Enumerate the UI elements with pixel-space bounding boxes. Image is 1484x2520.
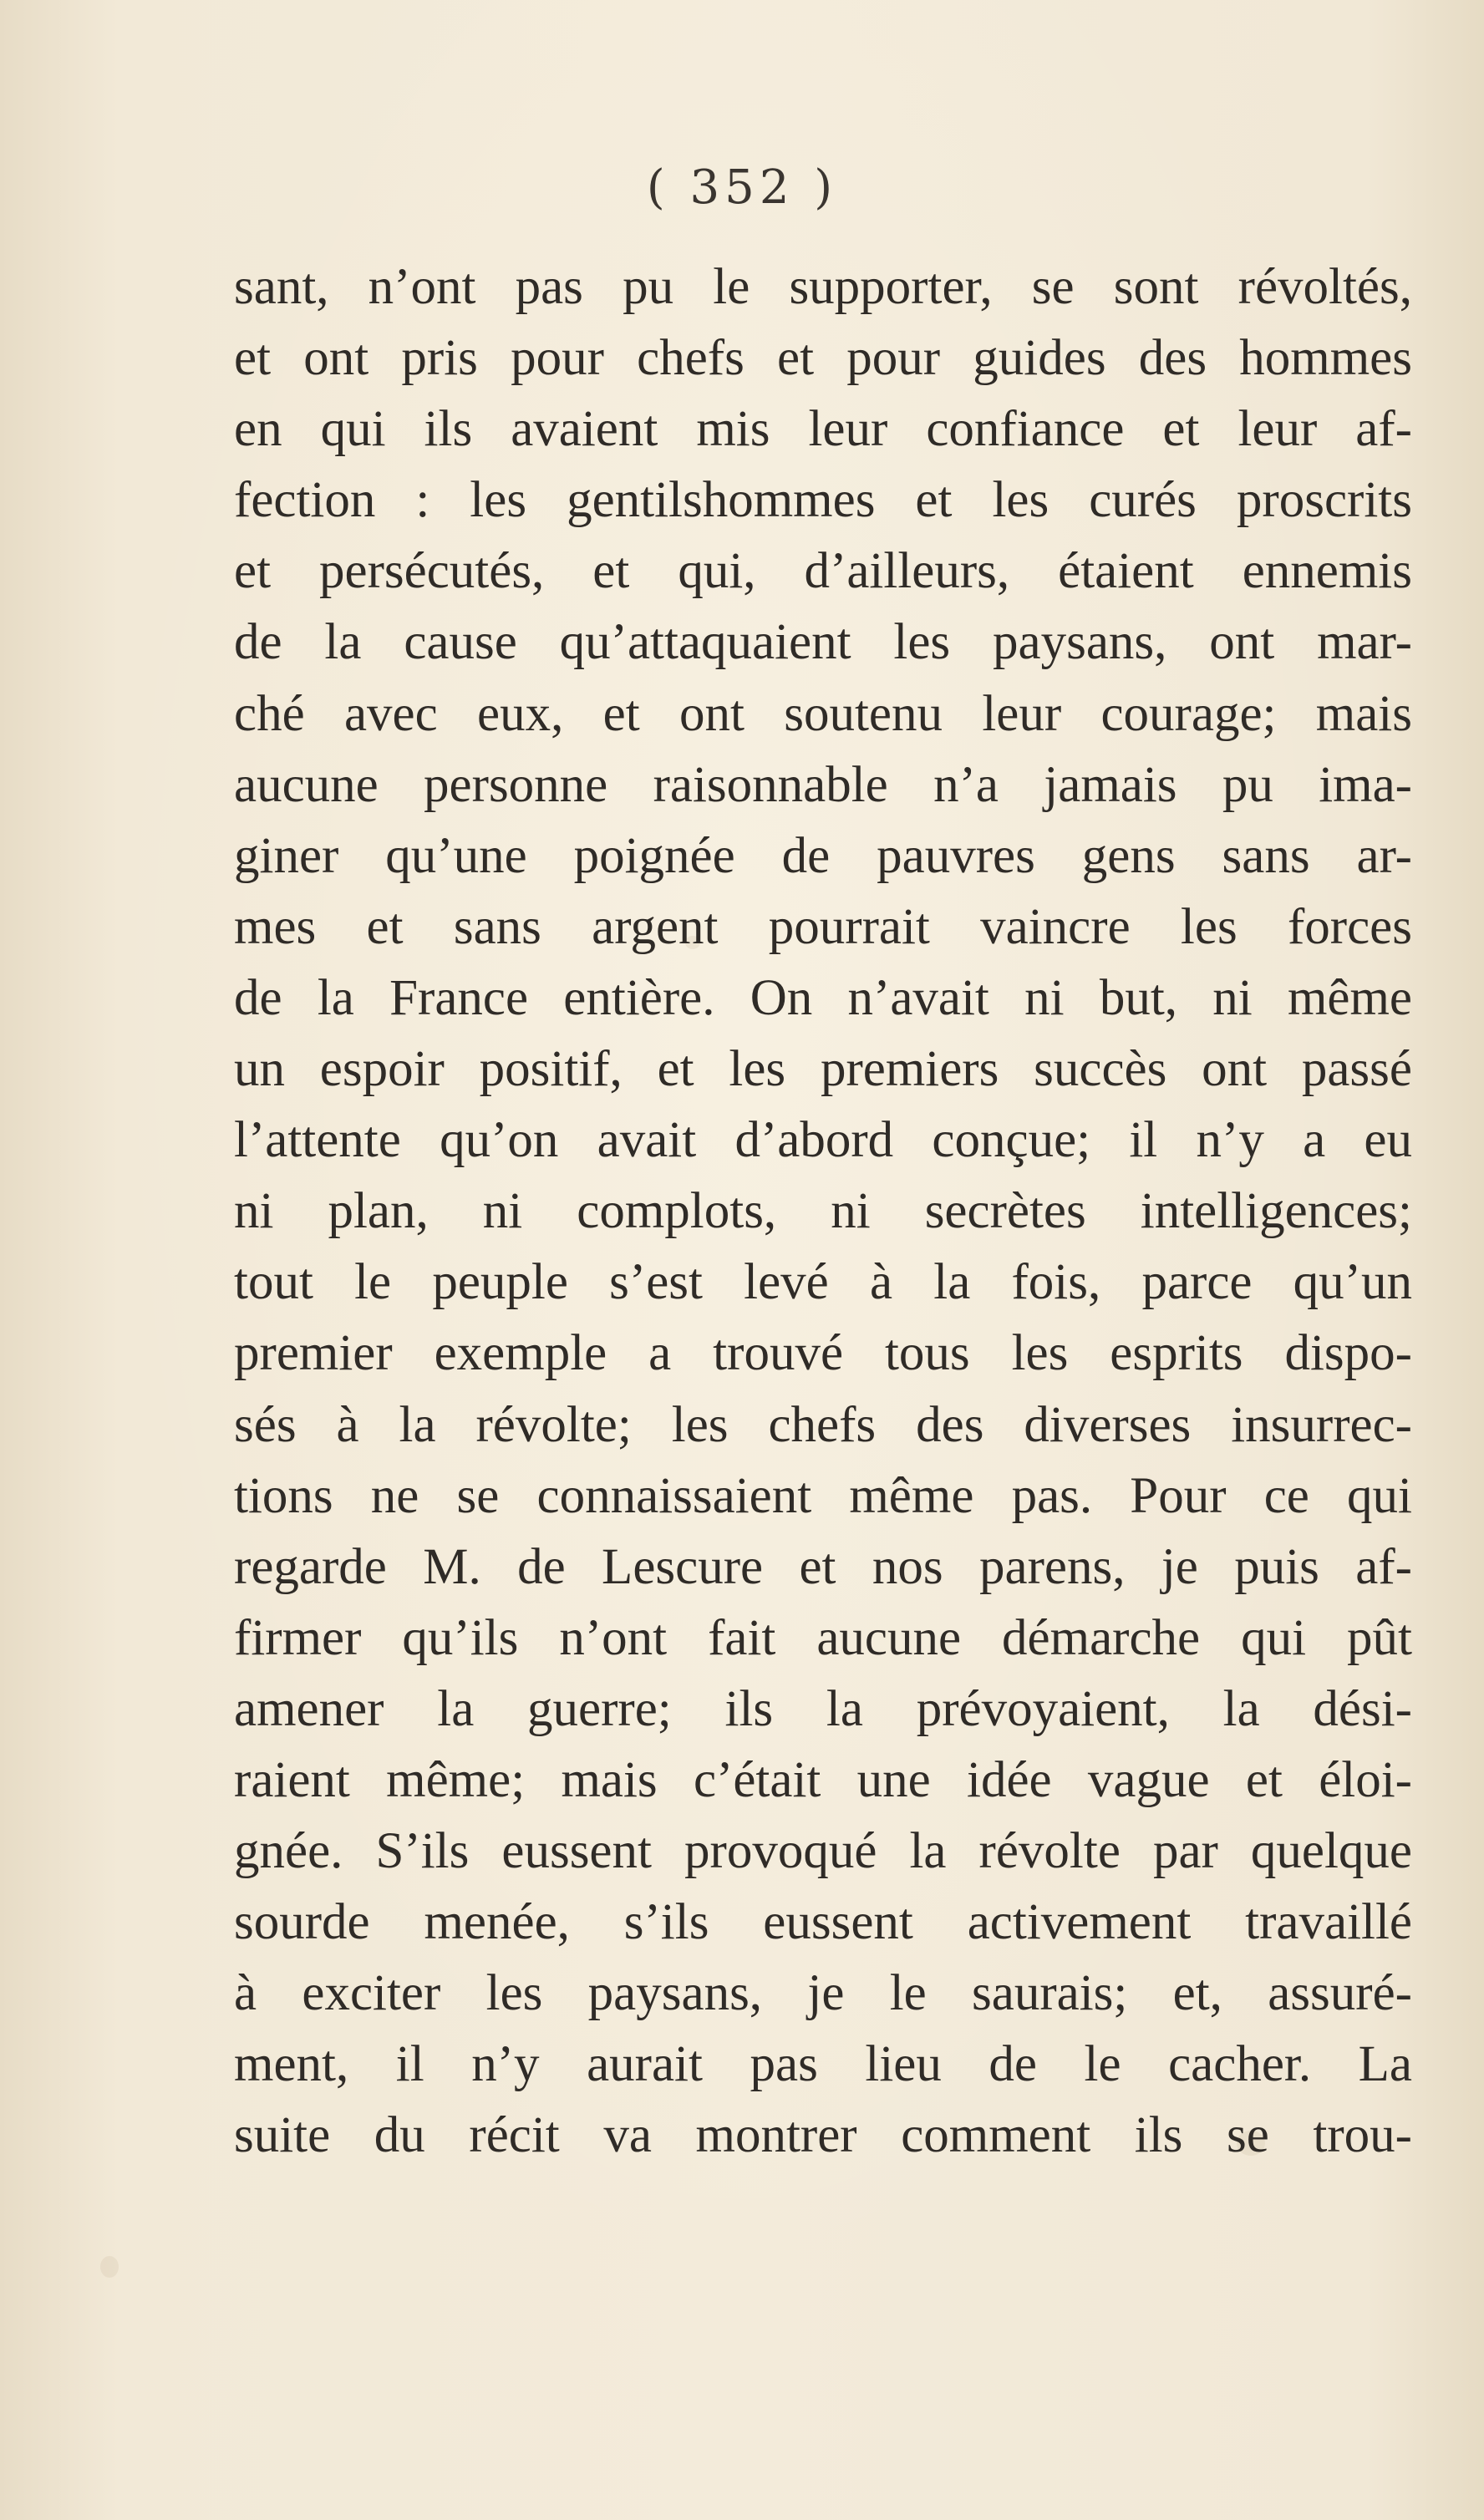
text-line: ni plan, ni complots, ni secrètes intelligences; <box>234 1183 1412 1240</box>
paper-stain <box>100 2256 119 2278</box>
text-line: tions ne se connaissaient même pas. Pour ce qui <box>234 1467 1412 1524</box>
text-line: ché avec eux, et ont soutenu leur courage; mais <box>234 685 1412 742</box>
text-line: en qui ils avaient mis leur confiance et leur af- <box>234 401 1412 458</box>
text-line: gnée. S’ils eussent provoqué la révolte par quelque <box>234 1823 1412 1880</box>
text-line: l’attente qu’on avait d’abord conçue; il n’y a eu <box>234 1112 1412 1169</box>
text-line: sant, n’ont pas pu le supporter, se sont révoltés, <box>234 259 1412 315</box>
text-line: à exciter les paysans, je le saurais; et, assuré- <box>234 1965 1412 2022</box>
text-line: sés à la révolte; les chefs des diverses insurrec- <box>234 1396 1412 1453</box>
text-line: de la France entière. On n’avait ni but, ni même <box>234 969 1412 1026</box>
text-line: premier exemple a trouvé tous les esprits dispo- <box>234 1325 1412 1382</box>
text-line: de la cause qu’attaquaient les paysans, ont mar- <box>234 614 1412 671</box>
text-line: regarde M. de Lescure et nos parens, je puis af- <box>234 1538 1412 1595</box>
text-line: et persécutés, et qui, d’ailleurs, étaient ennemis <box>234 543 1412 600</box>
text-line: suite du récit va montrer comment ils se trou- <box>234 2107 1412 2164</box>
text-line: tout le peuple s’est levé à la fois, parce qu’un <box>234 1254 1412 1311</box>
text-line: giner qu’une poignée de pauvres gens sans ar- <box>234 827 1412 884</box>
text-line: raient même; mais c’était une idée vague et éloi- <box>234 1751 1412 1808</box>
text-line: aucune personne raisonnable n’a jamais pu ima- <box>234 756 1412 813</box>
text-line: fection : les gentilshommes et les curés proscrits <box>234 472 1412 529</box>
text-line: ment, il n’y aurait pas lieu de le cacher. La <box>234 2036 1412 2093</box>
text-line: et ont pris pour chefs et pour guides des hommes <box>234 330 1412 387</box>
page-number-header: ( 352 ) <box>646 160 838 215</box>
text-line: un espoir positif, et les premiers succès ont passé <box>234 1041 1412 1098</box>
text-line: firmer qu’ils n’ont fait aucune démarche qui pût <box>234 1609 1412 1666</box>
text-line: sourde menée, s’ils eussent activement travaillé <box>234 1894 1412 1951</box>
text-line: mes et sans argent pourrait vaincre les forces <box>234 898 1412 955</box>
body-text <box>234 251 1412 2172</box>
text-line: amener la guerre; ils la prévoyaient, la dési- <box>234 1680 1412 1737</box>
